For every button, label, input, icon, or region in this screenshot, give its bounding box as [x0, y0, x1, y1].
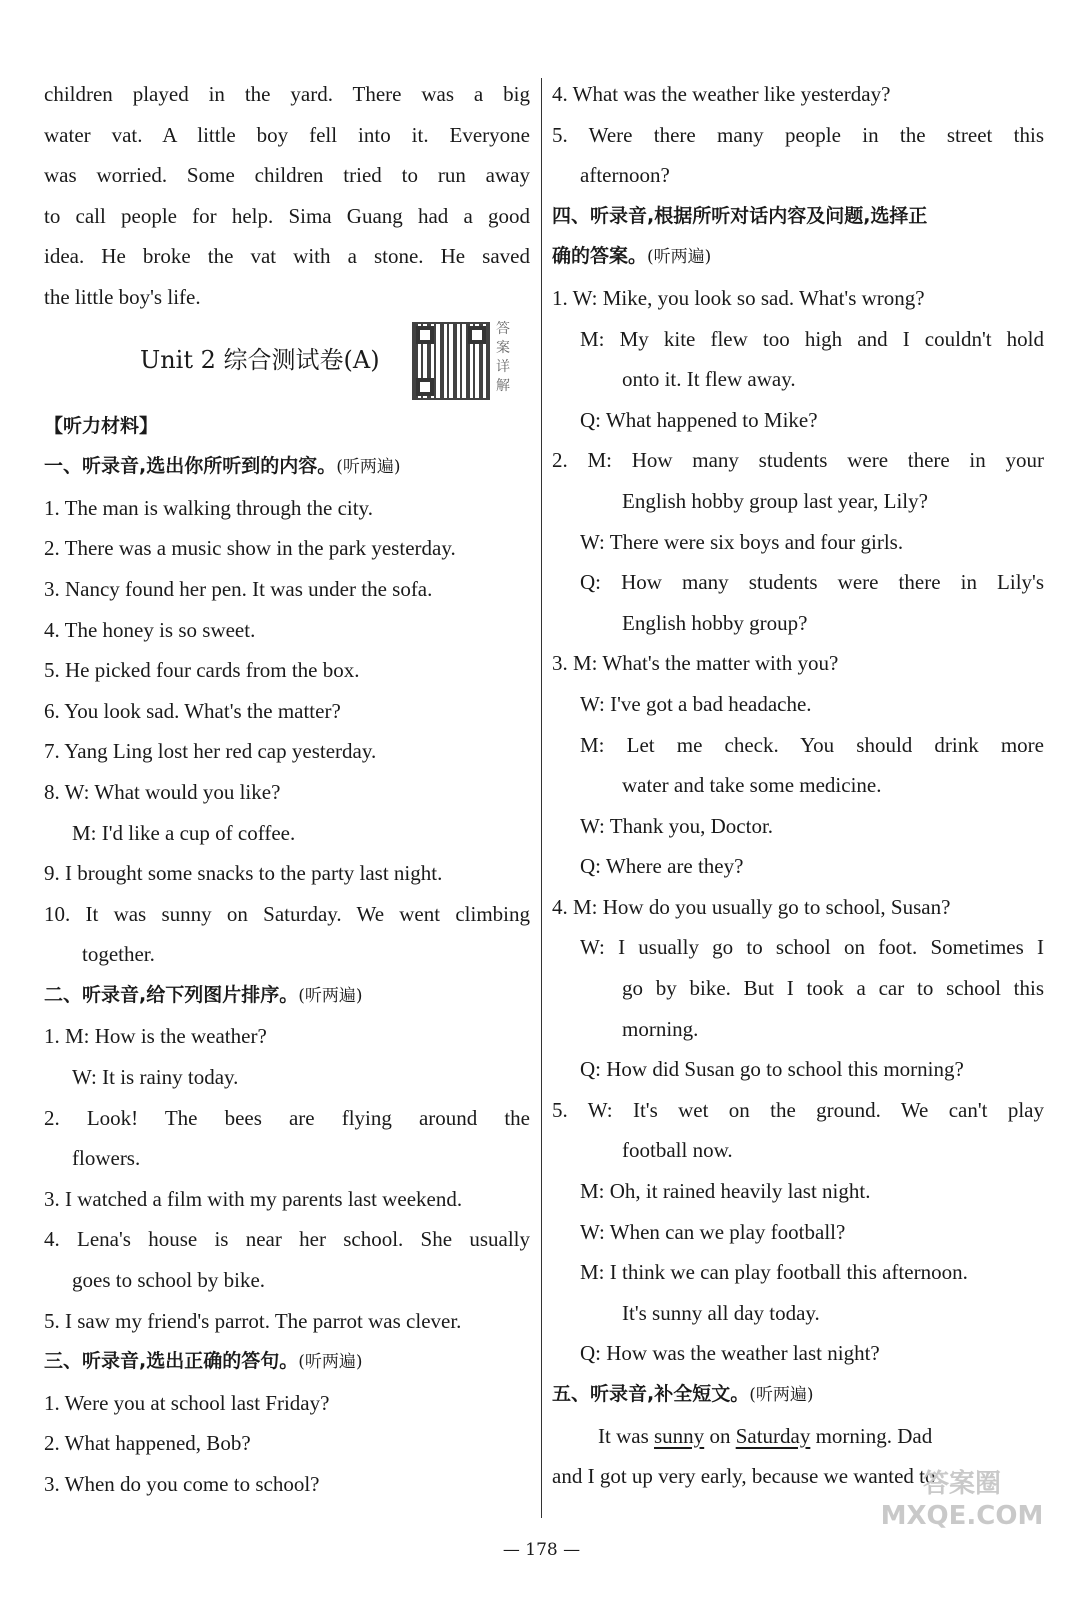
- dialogue-line: onto it. It flew away.: [622, 367, 796, 392]
- qr-label: 答案详解: [496, 320, 510, 394]
- dialogue-line: 5. W: It's wet on the ground. We can't play: [552, 1097, 1044, 1122]
- dialogue-line: 1. W: Mike, you look so sad. What's wrong?: [552, 285, 925, 310]
- list-item: 1. Were you at school last Friday?: [44, 1390, 330, 1415]
- list-item: 4. Lena's house is near her school. She usually: [44, 1227, 530, 1252]
- story-line: water vat. A little boy fell into it. Everyone: [44, 122, 530, 147]
- list-item: together.: [82, 942, 155, 967]
- section-1-title: 一、听录音,选出你所听到的内容。(听两遍): [44, 455, 401, 478]
- list-item: 6. You look sad. What's the matter?: [44, 698, 341, 723]
- list-item: 4. What was the weather like yesterday?: [552, 82, 891, 106]
- list-item: 2. Look! The bees are flying around the: [44, 1105, 530, 1130]
- dialogue-line: Q: How many students were there in Lily's: [580, 570, 1044, 595]
- list-item: 1. M: How is the weather?: [44, 1024, 267, 1049]
- dialogue-line: Q: How was the weather last night?: [580, 1341, 880, 1366]
- story-line: idea. He broke the vat with a stone. He saved: [44, 244, 530, 269]
- list-item: 3. When do you come to school?: [44, 1472, 320, 1496]
- dialogue-line: W: Thank you, Doctor.: [580, 813, 774, 838]
- story-line: the little boy's life.: [44, 284, 201, 309]
- dialogue-line: water and take some medicine.: [622, 773, 882, 798]
- story-line: was worried. Some children tried to run away: [44, 163, 530, 188]
- qr-code-icon[interactable]: [412, 322, 490, 400]
- list-item: flowers.: [72, 1146, 141, 1171]
- column-divider: [541, 78, 542, 1518]
- passage-line: and I got up very early, because we wanted to: [552, 1464, 936, 1489]
- dialogue-line: football now.: [622, 1138, 733, 1163]
- list-item: 5. He picked four cards from the box.: [44, 658, 360, 683]
- dialogue-line: 2. M: How many students were there in your: [552, 448, 1044, 473]
- list-item: 9. I brought some snacks to the party last night.: [44, 861, 443, 886]
- section-3-title: 三、听录音,选出正确的答句。(听两遍): [44, 1350, 363, 1373]
- section-4-title-cont: 确的答案。(听两遍): [552, 245, 712, 268]
- list-item: 5. Were there many people in the street this: [552, 122, 1044, 147]
- unit-title: Unit 2 综合测试卷(A): [140, 345, 380, 374]
- dialogue-line: 4. M: How do you usually go to school, Susan?: [552, 894, 951, 919]
- dialogue-line: W: I've got a bad headache.: [580, 691, 812, 716]
- section-5-title: 五、听录音,补全短文。(听两遍): [552, 1383, 814, 1405]
- list-item: 3. Nancy found her pen. It was under the sofa.: [44, 576, 433, 601]
- dialogue-line: 3. M: What's the matter with you?: [552, 651, 839, 676]
- list-item: 8. W: What would you like?: [44, 779, 281, 804]
- filled-blank: Saturday: [735, 1423, 811, 1448]
- dialogue-line: M: Oh, it rained heavily last night.: [580, 1179, 871, 1204]
- dialogue-line: English hobby group last year, Lily?: [622, 488, 928, 513]
- dialogue-line: Q: How did Susan go to school this morning?: [580, 1057, 964, 1082]
- story-line: children played in the yard. There was a big: [44, 82, 530, 106]
- dialogue-line: go by bike. But I took a car to school this: [622, 976, 1044, 1001]
- left-column: [44, 74, 530, 1505]
- passage-line: It was sunny on Saturday morning. Dad: [598, 1423, 933, 1448]
- dialogue-line: English hobby group?: [622, 610, 808, 635]
- list-item: 1. The man is walking through the city.: [44, 495, 373, 520]
- list-item: 4. The honey is so sweet.: [44, 617, 256, 642]
- section-4-title: 四、听录音,根据所听对话内容及问题,选择正: [552, 204, 928, 227]
- list-item: 2. What happened, Bob?: [44, 1431, 251, 1456]
- filled-blank: sunny: [654, 1423, 705, 1448]
- list-item: 3. I watched a film with my parents last weekend.: [44, 1186, 463, 1211]
- dialogue-line: Q: What happened to Mike?: [580, 407, 818, 432]
- watermark: 答案圈 MXQE.COM: [880, 1469, 1044, 1531]
- dialogue-line: W: There were six boys and four girls.: [580, 529, 904, 554]
- dialogue-line: W: When can we play football?: [580, 1219, 846, 1244]
- section-2-title: 二、听录音,给下列图片排序。(听两遍): [44, 983, 363, 1006]
- dialogue-line: Q: Where are they?: [580, 854, 744, 879]
- dialogue-line: It's sunny all day today.: [622, 1300, 820, 1325]
- unit-title-row: [44, 318, 530, 406]
- listening-header: 【听力材料】: [44, 414, 159, 437]
- page-number: — 178 —: [502, 1540, 581, 1560]
- dialogue-line: M: Let me check. You should drink more: [580, 732, 1044, 757]
- list-item: 7. Yang Ling lost her red cap yesterday.: [44, 739, 377, 764]
- list-item: afternoon?: [580, 163, 670, 188]
- right-column: [552, 74, 1044, 1497]
- story-line: to call people for help. Sima Guang had a good: [44, 203, 530, 228]
- list-item: M: I'd like a cup of coffee.: [72, 820, 296, 845]
- dialogue-line: M: I think we can play football this afternoon.: [580, 1260, 968, 1285]
- dialogue-line: W: I usually go to school on foot. Sometimes I: [580, 935, 1044, 960]
- list-item: W: It is rainy today.: [72, 1065, 239, 1090]
- list-item: 10. It was sunny on Saturday. We went climbing: [44, 901, 530, 926]
- dialogue-line: morning.: [622, 1016, 699, 1041]
- list-item: goes to school by bike.: [72, 1268, 266, 1293]
- list-item: 2. There was a music show in the park yesterday.: [44, 536, 456, 561]
- list-item: 5. I saw my friend's parrot. The parrot was clever.: [44, 1308, 462, 1333]
- dialogue-line: M: My kite flew too high and I couldn't hold: [580, 326, 1044, 351]
